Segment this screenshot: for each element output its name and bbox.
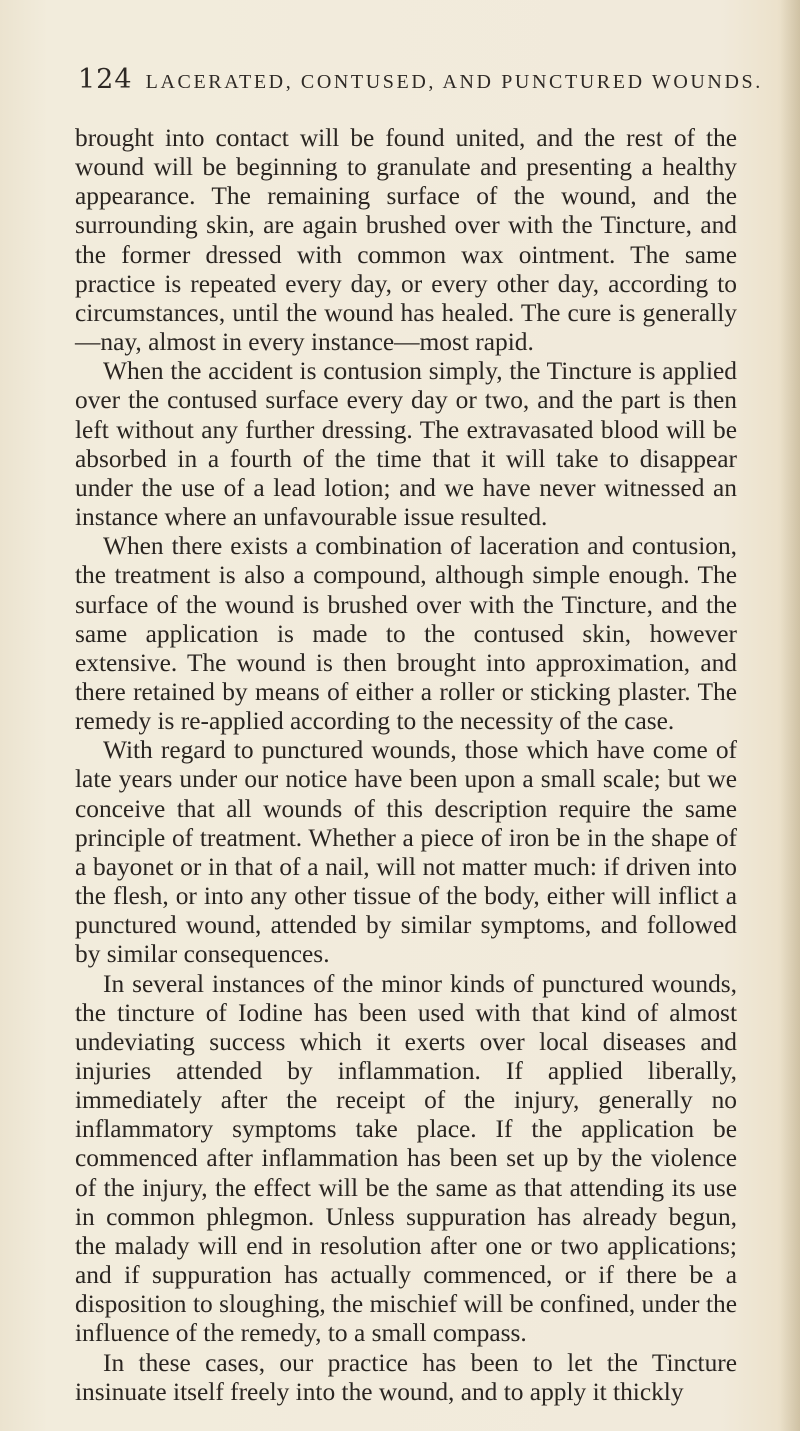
paragraph-iodine-instances: In several instances of the minor kinds of punctured wounds, the tincture of Iodine has been used with that kind of almost undeviating success which it exerts over local diseases and injuries attended by inflammation. If applied liberally, immediately after the receipt of the injury, generally no inflammatory symptoms take place. If the application be commenced after inflammation has been set up by the violence of the injury, the effect will be the same as that attending its use in common phlegmon. Unless suppuration has already begun, the malady will end in resolution after one or two applications; and if suppuration has actually commenced, or if there be a disposition to sloughing, the mischief will be confined, under the influence of the remedy, to a small compass. [75,969,737,1348]
paragraph-punctured-wounds: With regard to punctured wounds, those which have come of late years under our notice have been upon a small scale; but we conceive that all wounds of this description require the same principle of treatment. Whether a piece of iron be in the shape of a bayonet or in that of a nail, will not matter much: if driven into the flesh, or into any other tissue of the body, either will inflict a punctured wound, attended by similar symptoms, and followed by similar consequences. [75,736,737,969]
body-text [75,124,737,1407]
running-title: LACERATED, CONTUSED, AND PUNCTURED WOUNDS. [145,71,763,93]
paragraph-practice: In these cases, our practice has been to let the Tincture insinuate itself freely into the wound, and to apply it thickly [75,1348,737,1406]
page-edge-shadow [780,0,800,1431]
paragraph-continued: brought into contact will be found united, and the rest of the wound will be beginning to granulate and presenting a healthy appearance. The remaining surface of the wound, and the surrounding skin, are again brushed over with the Tincture, and the former dressed with common wax ointment. The same practice is repeated every day, or every other day, according to circumstances, until the wound has healed. The cure is generally—nay, almost in every instance—most rapid. [75,124,737,357]
page-number: 124 [78,64,133,95]
paragraph-combination: When there exists a combination of laceration and contusion, the treatment is also a compound, although simple enough. The surface of the wound is brushed over with the Tincture, and the same application is made to the contused skin, however extensive. The wound is then brought into approximation, and there retained by means of either a roller or sticking plaster. The remedy is re-applied according to the necessity of the case. [75,532,737,736]
running-head [78,64,763,104]
paragraph-contusion: When the accident is contusion simply, the Tincture is applied over the contused surface every day or two, and the part is then left without any further dressing. The extravasated blood will be absorbed in a fourth of the time that it will take to disappear under the use of a lead lotion; and we have never witnessed an instance where an unfavourable issue resulted. [75,357,737,532]
